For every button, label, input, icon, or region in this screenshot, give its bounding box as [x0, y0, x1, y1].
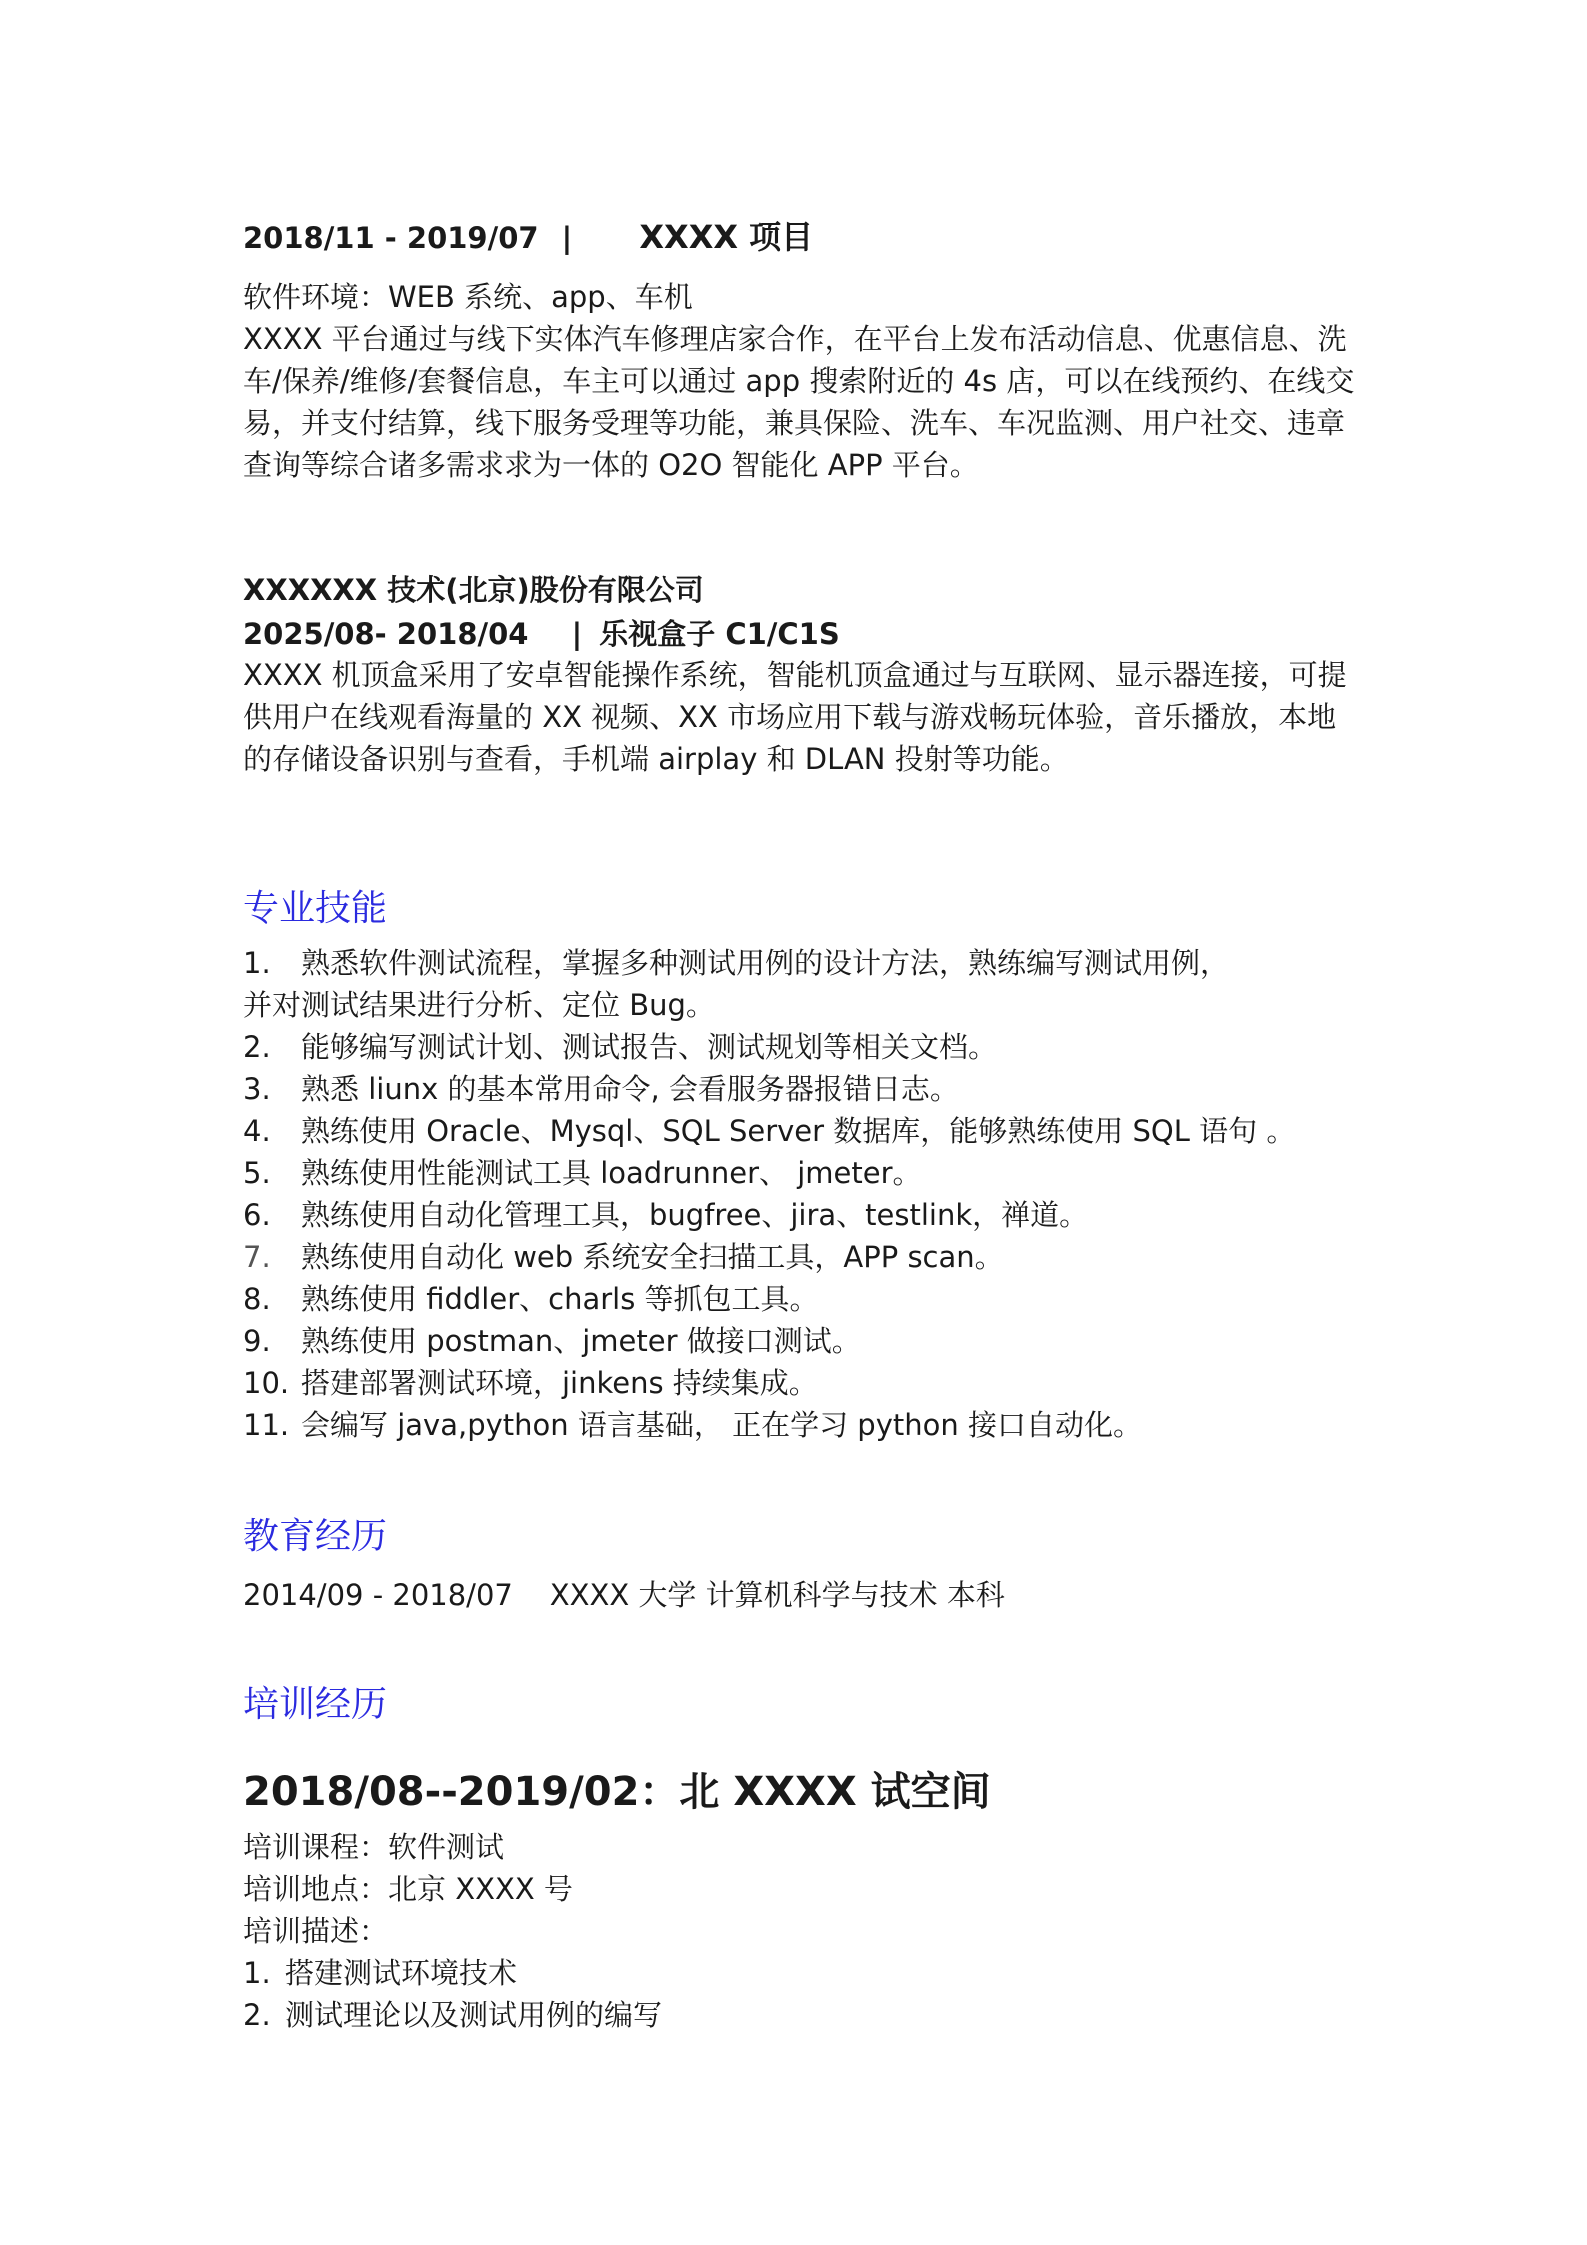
- list-item-number: 2.: [243, 1030, 271, 1064]
- list-item-text: 熟练使用性能测试工具 loadrunner、 jmeter。: [301, 1156, 922, 1190]
- training-title: 2018/08--2019/02：北 XXXX 试空间: [243, 1769, 991, 1815]
- project2-dates: 2025/08- 2018/04: [243, 617, 529, 651]
- project1-title: XXXX 项目: [639, 218, 814, 256]
- project1-env: 软件环境：WEB 系统、app、车机: [243, 280, 693, 314]
- list-item: [243, 1026, 1363, 1068]
- list-item-number: 8.: [243, 1282, 271, 1316]
- list-item-number: 4.: [243, 1114, 271, 1148]
- training-heading: 培训经历: [243, 1684, 388, 1725]
- list-item: [243, 1236, 1363, 1278]
- list-item: [243, 1404, 1363, 1446]
- list-item-number: 1.: [243, 1956, 271, 1990]
- list-item-text: 熟练使用 fiddler、charls 等抓包工具。: [301, 1282, 819, 1316]
- list-item-number: 10.: [243, 1366, 290, 1400]
- training-course: 培训课程：软件测试: [243, 1830, 505, 1864]
- project2-title: 乐视盒子 C1/C1S: [599, 617, 840, 651]
- list-item: [243, 1152, 1363, 1194]
- list-item-text-continued: 并对测试结果进行分析、定位 Bug。: [243, 988, 715, 1022]
- list-item-number: 3.: [243, 1072, 271, 1106]
- skills-list: [243, 942, 1363, 1446]
- training-list: [243, 1952, 662, 2036]
- list-item-number: 2.: [243, 1998, 271, 2032]
- project2-header: [243, 612, 840, 653]
- training-location: 培训地点：北京 XXXX 号: [243, 1872, 573, 1906]
- list-item-number: 1.: [243, 946, 271, 980]
- list-item-text: 搭建测试环境技术: [285, 1956, 518, 1990]
- skills-heading: 专业技能: [243, 888, 388, 929]
- list-item: [243, 1194, 1363, 1236]
- list-item-text: 熟练使用 Oracle、Mysql、SQL Server 数据库，能够熟练使用 SQL 语句 。: [301, 1114, 1296, 1148]
- list-item: [243, 1068, 1363, 1110]
- list-item-text: 会编写 java,python 语言基础， 正在学习 python 接口自动化。: [301, 1408, 1142, 1442]
- list-item-text: 熟练使用自动化 web 系统安全扫描工具，APP scan。: [301, 1240, 1004, 1274]
- list-item: [243, 1320, 1363, 1362]
- list-item-number: 5.: [243, 1156, 271, 1190]
- project2-desc: XXXX 机顶盒采用了安卓智能操作系统，智能机顶盒通过与互联网、显示器连接，可提供用户在线观看海量的 XX 视频、XX 市场应用下载与游戏畅玩体验，音乐播放，本地的存储设备识别与查看，手机端 airplay 和 DLAN 投射等功能。: [243, 658, 1347, 776]
- training-desc-label: 培训描述：: [243, 1914, 389, 1948]
- list-item-text: 熟悉软件测试流程，掌握多种测试用例的设计方法，熟练编写测试用例，: [301, 946, 1230, 980]
- project2-company: XXXXXX 技术(北京)股份有限公司: [243, 573, 704, 607]
- list-item: [243, 1110, 1363, 1152]
- list-item-text: 搭建部署测试环境，jinkens 持续集成。: [301, 1366, 818, 1400]
- list-item: [243, 1994, 662, 2036]
- project1-desc: XXXX 平台通过与线下实体汽车修理店家合作，在平台上发布活动信息、优惠信息、洗车/保养/维修/套餐信息，车主可以通过 app 搜索附近的 4s 店，可以在线预约、在线交易，并支付结算，线下服务受理等功能，兼具保险、洗车、车况监测、用户社交、违章查询等综合诸多需求求为一体的 O2O 智能化 APP 平台。: [243, 322, 1355, 482]
- list-item-number: 11.: [243, 1408, 290, 1442]
- list-item-text: 熟练使用自动化管理工具，bugfree、jira、testlink，禅道。: [301, 1198, 1089, 1232]
- education-heading: 教育经历: [243, 1516, 388, 1557]
- list-item-text: 能够编写测试计划、测试报告、测试规划等相关文档。: [301, 1030, 998, 1064]
- list-item-text: 测试理论以及测试用例的编写: [285, 1998, 663, 2032]
- list-item: [243, 1362, 1363, 1404]
- list-item-number: 9.: [243, 1324, 271, 1358]
- education-entry: 2014/09 - 2018/07 XXXX 大学 计算机科学与技术 本科: [243, 1578, 1005, 1612]
- list-item-text: 熟练使用 postman、jmeter 做接口测试。: [301, 1324, 861, 1358]
- project1-header: [243, 212, 813, 258]
- list-item-number: 6.: [243, 1198, 271, 1232]
- list-item: [243, 1952, 662, 1994]
- list-item-text: 熟悉 liunx 的基本常用命令, 会看服务器报错日志。: [301, 1072, 959, 1106]
- list-item: [243, 942, 1363, 1026]
- list-item: [243, 1278, 1363, 1320]
- project2-separator: |: [571, 617, 583, 651]
- list-item-number: 7.: [243, 1240, 271, 1274]
- project1-separator: |: [561, 221, 573, 255]
- project1-dates: 2018/11 - 2019/07: [243, 221, 539, 255]
